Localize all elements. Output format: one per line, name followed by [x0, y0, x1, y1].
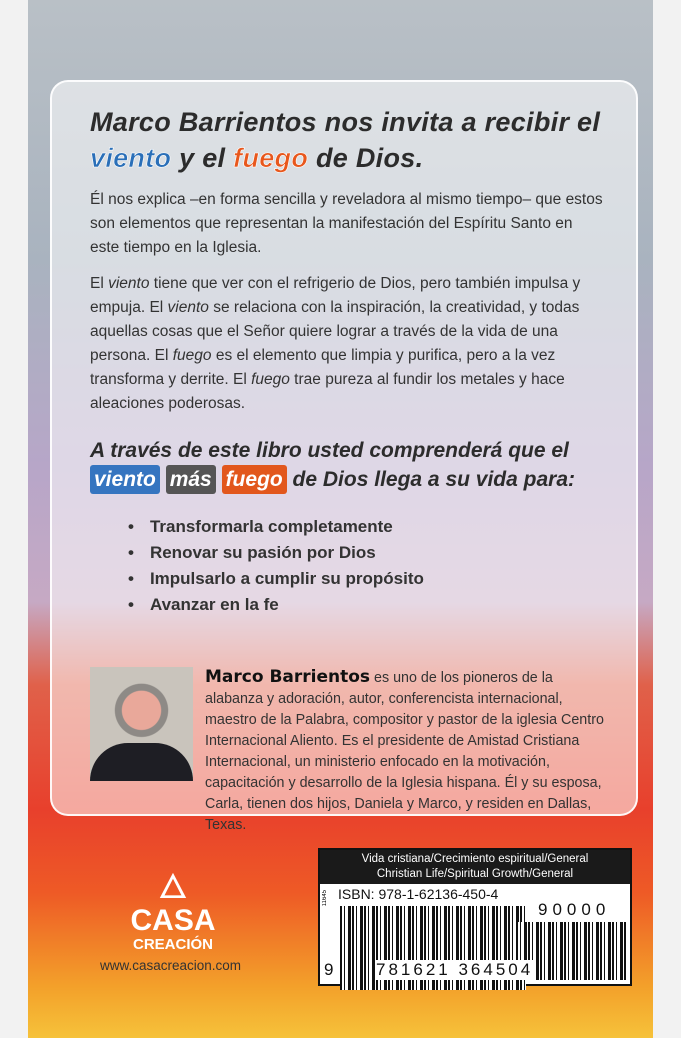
text: de Dios llega a su vida para:: [286, 468, 575, 491]
tag-viento: viento: [90, 465, 160, 494]
author-bio: [90, 667, 614, 836]
barcode-box: [318, 848, 632, 986]
list-item: • Avanzar en la fe: [128, 592, 606, 618]
em: fuego: [172, 347, 212, 364]
headline: [90, 104, 606, 176]
list-item: • Renovar su pasión por Dios: [128, 540, 606, 566]
intro-paragraph: Él nos explica –en forma sencilla y reveladora al mismo tiempo– que estos son elementos que representan la manifestación del Espíritu Santo en este tiempo en la Iglesia.: [90, 191, 603, 256]
page-edge-right: [653, 0, 681, 1038]
isbn: ISBN: 978-1-62136-450-4: [338, 886, 499, 902]
headline-text: y el: [171, 143, 234, 173]
em: viento: [108, 275, 150, 292]
headline-fuego: fuego: [233, 143, 309, 173]
benefits-list: [128, 514, 606, 618]
text: se relaciona con la inspiración, la creatividad, y todas aquellas cosas que el Señor quiere lograr a través de la vida de una persona. El: [90, 299, 580, 364]
list-item: • Transformarla completamente: [128, 514, 606, 540]
headline-text: Marco Barrientos nos invita a recibir el: [90, 107, 601, 137]
headline-text: de Dios.: [308, 143, 424, 173]
bio-body: es uno de los pioneros de la alabanza y adoración, autor, conferencista internacional, maestro de la Palabra, compositor y pastor de la iglesia Centro Internacional Aliento. Es el presidente de Amistad Cristiana Internacional, un ministerio enfocado en la motivación, capacitación y desarrollo de la Iglesia hispana. Él y su esposa, Carla, tienen dos hijos, Daniela y Marco, y residen en Dallas, Texas.: [205, 670, 604, 833]
text: El: [90, 275, 109, 292]
logo-casa: CASA: [130, 904, 216, 937]
author-photo: [90, 667, 193, 781]
publisher-url: www.casacreacion.com: [100, 958, 242, 973]
text: tiene que ver con el refrigerio de Dios, pero también impulsa y empuja. El: [90, 275, 581, 316]
barcode-first-digit: 9: [324, 960, 334, 979]
em: viento: [167, 299, 209, 316]
item-code: 11645: [322, 890, 328, 907]
tag-fuego: fuego: [222, 465, 287, 494]
barcode-digits: 781621 364504: [376, 960, 534, 979]
list-item: • Impulsarlo a cumplir su propósito: [128, 566, 606, 592]
text: A través de este libro usted comprenderá que el: [90, 439, 569, 462]
em: fuego: [251, 371, 290, 388]
page-edge-left: [0, 0, 28, 1038]
price-code: 90000: [538, 900, 611, 919]
text: trae pureza al fundir los metales y hace aleaciones poderosas.: [90, 371, 565, 412]
category-es: Vida cristiana/Crecimiento espiritual/General: [361, 853, 589, 865]
publisher-logo: [118, 868, 228, 953]
description-panel: [50, 80, 638, 833]
category-en: Christian Life/Spiritual Growth/General: [376, 868, 574, 880]
subheadline: [90, 436, 606, 494]
headline-viento: viento: [90, 143, 172, 173]
tag-mas: más: [166, 465, 216, 494]
category-label: [320, 850, 630, 884]
logo-creacion: CREACIÓN: [132, 936, 213, 953]
author-name: Marco Barrientos: [205, 667, 371, 687]
bio-text: [205, 667, 614, 836]
elements-paragraph: [90, 272, 606, 416]
flame-icon: 🜂: [158, 868, 188, 906]
text: es el elemento que limpia y purifica, pero a la vez transforma y derrite. El: [90, 347, 556, 388]
